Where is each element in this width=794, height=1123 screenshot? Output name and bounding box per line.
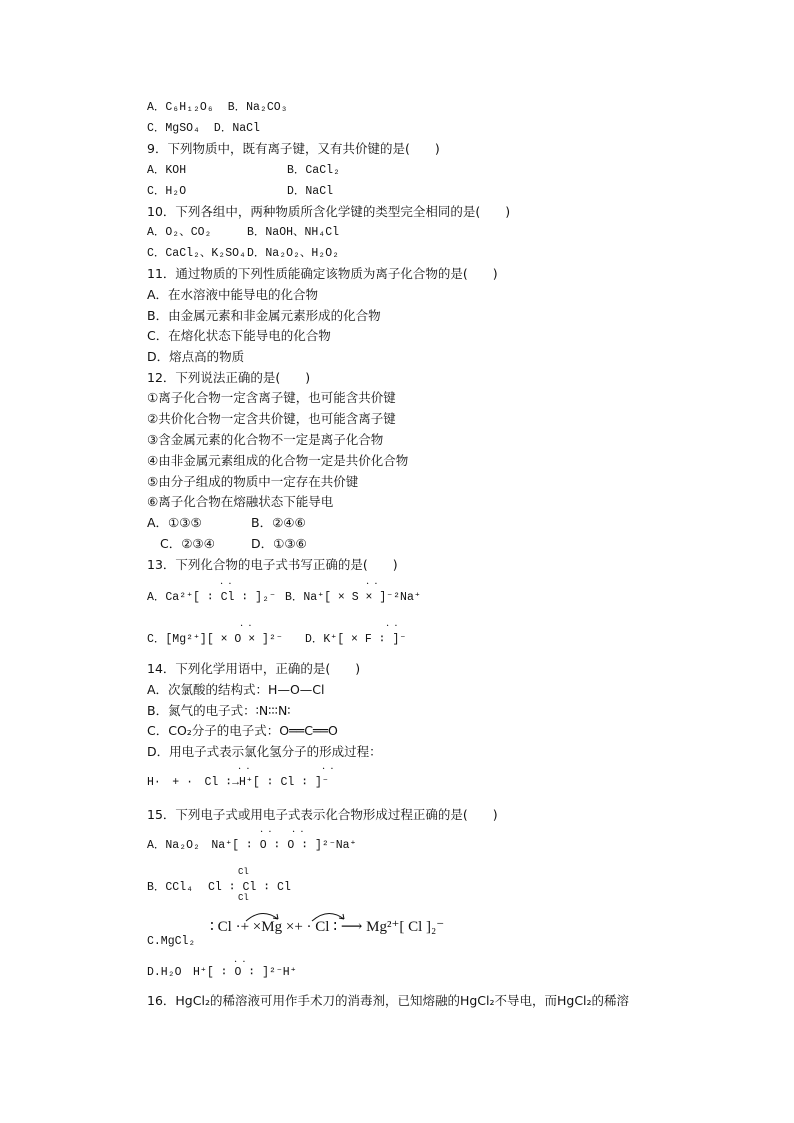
q13-option-b: B．Na⁺[ × S × ]⁻²Na⁺ bbox=[285, 591, 421, 604]
q13-d-lone-pair-dots: · · bbox=[386, 621, 399, 632]
q8-option-a: A．C₆H₁₂O₆ bbox=[147, 101, 214, 114]
q16-stem: 16．HgCl₂的稀溶液可用作手术刀的消毒剂，已知熔融的HgCl₂不导电，而HgCl₂的稀溶 bbox=[147, 993, 630, 1008]
q13-stem: 13．下列化合物的电子式书写正确的是( ) bbox=[147, 557, 398, 572]
q12-statement-2: ②共价化合物一定含共价键，也可能含离子键 bbox=[147, 411, 396, 426]
q15-a-dots-2: · · bbox=[292, 827, 305, 838]
q9-option-a: A．KOH bbox=[147, 164, 187, 177]
q9-option-d: D．NaCl bbox=[287, 185, 334, 198]
q10-options-row2 bbox=[147, 246, 339, 262]
q13-a-lone-pair-dots: · · bbox=[220, 579, 233, 590]
q10-option-a: A．O₂、CO₂ bbox=[147, 226, 212, 239]
q14-option-c: C．CO₂分子的电子式：O══C══O bbox=[147, 723, 338, 738]
q13-option-c: C．[Mg²⁺][ × O × ]²⁻ bbox=[147, 633, 283, 646]
q14-stem: 14．下列化学用语中，正确的是( ) bbox=[147, 661, 361, 676]
q12-statement-6: ⑥离子化合物在熔融状态下能导电 bbox=[147, 494, 334, 509]
q15-c-formation-equation: ∶ Cl ·+ ×Mg ×+ · Cl ∶ ⟶ Mg²⁺[ Cl ]₂⁻ bbox=[210, 919, 445, 935]
q10-option-c: C．CaCl₂、K₂SO₄ bbox=[147, 247, 246, 260]
q15-c-electron-arrow-1 bbox=[244, 909, 284, 923]
q11-option-b: B．由金属元素和非金属元素形成的化合物 bbox=[147, 308, 381, 323]
q9-options-row2 bbox=[147, 184, 333, 200]
q15-c-mg: Mg bbox=[261, 919, 283, 935]
q14-option-d-equation: H· + · Cl ∶→H⁺[ ∶ Cl ∶ ]⁻ bbox=[147, 776, 329, 789]
q8-option-d: D．NaCl bbox=[213, 122, 260, 135]
q8-options-row2 bbox=[147, 121, 260, 137]
q12-stem: 12．下列说法正确的是( ) bbox=[147, 370, 311, 385]
q8-option-b: B．Na₂CO₃ bbox=[227, 101, 288, 114]
q11-stem: 11．通过物质的下列性质能确定该物质为离子化合物的是( ) bbox=[147, 266, 498, 281]
q11-option-c: C．在熔化状态下能导电的化合物 bbox=[147, 328, 331, 343]
q12-options-row2 bbox=[160, 536, 307, 552]
q11-option-a: A．在水溶液中能导电的化合物 bbox=[147, 287, 319, 302]
q12-statement-4: ④由非金属元素组成的化合物一定是共价化合物 bbox=[147, 453, 409, 468]
q9-options-row1 bbox=[147, 163, 340, 179]
q15-c-product: Mg²⁺[ Cl ]₂⁻ bbox=[366, 919, 445, 935]
q9-stem: 9．下列物质中，既有离子键，又有共价键的是( ) bbox=[147, 141, 440, 156]
q13-b-lone-pair-dots: · · bbox=[366, 579, 379, 590]
q10-option-d: D．Na₂O₂、H₂O₂ bbox=[247, 247, 340, 260]
q12-statement-1: ①离子化合物一定含离子键，也可能含共价键 bbox=[147, 390, 396, 405]
q15-c-cl-right: Cl bbox=[315, 919, 330, 935]
q13-options-row2 bbox=[147, 632, 406, 648]
q12-option-d: D．①③⑥ bbox=[251, 536, 307, 551]
q9-option-c: C．H₂O bbox=[147, 185, 187, 198]
q12-statement-5: ⑤由分子组成的物质中一定存在共价键 bbox=[147, 474, 359, 489]
q14-d-reactant-dots: · · bbox=[238, 764, 251, 775]
q11-option-d: D．熔点高的物质 bbox=[147, 349, 245, 364]
q14-d-product-dots: · · bbox=[322, 764, 335, 775]
q15-option-b-label: B．CCl₄ bbox=[147, 881, 194, 894]
q8-options-row1 bbox=[147, 100, 288, 116]
q12-statement-3: ③含金属元素的化合物不一定是离子化合物 bbox=[147, 432, 384, 447]
q10-options-row1 bbox=[147, 225, 339, 241]
q15-c-electron-arrow-2 bbox=[310, 909, 350, 923]
q12-option-c: C．②③④ bbox=[160, 536, 215, 551]
q15-stem: 15．下列电子式或用电子式表示化合物形成过程正确的是( ) bbox=[147, 807, 498, 822]
q15-option-d: D.H₂O H⁺[ ∶ O ∶ ]²⁻H⁺ bbox=[147, 966, 297, 979]
q9-option-b: B．CaCl₂ bbox=[287, 164, 340, 177]
q15-d-dots: · · bbox=[234, 957, 247, 968]
q10-stem: 10．下列各组中，两种物质所含化学键的类型完全相同的是( ) bbox=[147, 204, 511, 219]
q14-option-b: B．氮气的电子式：∶N∶∶∶N∶ bbox=[147, 703, 291, 718]
q14-option-a: A．次氯酸的结构式：H—O—Cl bbox=[147, 682, 325, 697]
q12-options-row1 bbox=[147, 515, 306, 531]
q15-a-dots-1: · · bbox=[260, 827, 273, 838]
q13-c-lone-pair-dots: · · bbox=[240, 621, 253, 632]
q15-b-middle-row: Cl ∶ Cl ∶ Cl bbox=[208, 881, 291, 894]
q12-option-a: A．①③⑤ bbox=[147, 515, 202, 530]
q13-option-d: D．K⁺[ × F ∶ ]⁻ bbox=[305, 633, 407, 646]
q15-option-a: A．Na₂O₂ Na⁺[ ∶ O ∶ O ∶ ]²⁻Na⁺ bbox=[147, 839, 357, 852]
q15-b-top-atom: Cl bbox=[238, 867, 249, 877]
q13-options-row1 bbox=[147, 590, 421, 606]
q15-option-c-label: C.MgCl₂ bbox=[147, 935, 196, 948]
q13-option-a: A．Ca²⁺[ ∶ Cl ∶ ]₂⁻ bbox=[147, 591, 276, 604]
q14-option-d: D．用电子式表示氯化氢分子的形成过程： bbox=[147, 744, 382, 759]
q8-option-c: C．MgSO₄ bbox=[147, 122, 200, 135]
q15-c-cl-left: Cl bbox=[217, 919, 232, 935]
q10-option-b: B．NaOH、NH₄Cl bbox=[247, 226, 340, 239]
q12-option-b: B．②④⑥ bbox=[251, 515, 306, 530]
q15-b-bottom-atom: Cl bbox=[238, 893, 249, 903]
